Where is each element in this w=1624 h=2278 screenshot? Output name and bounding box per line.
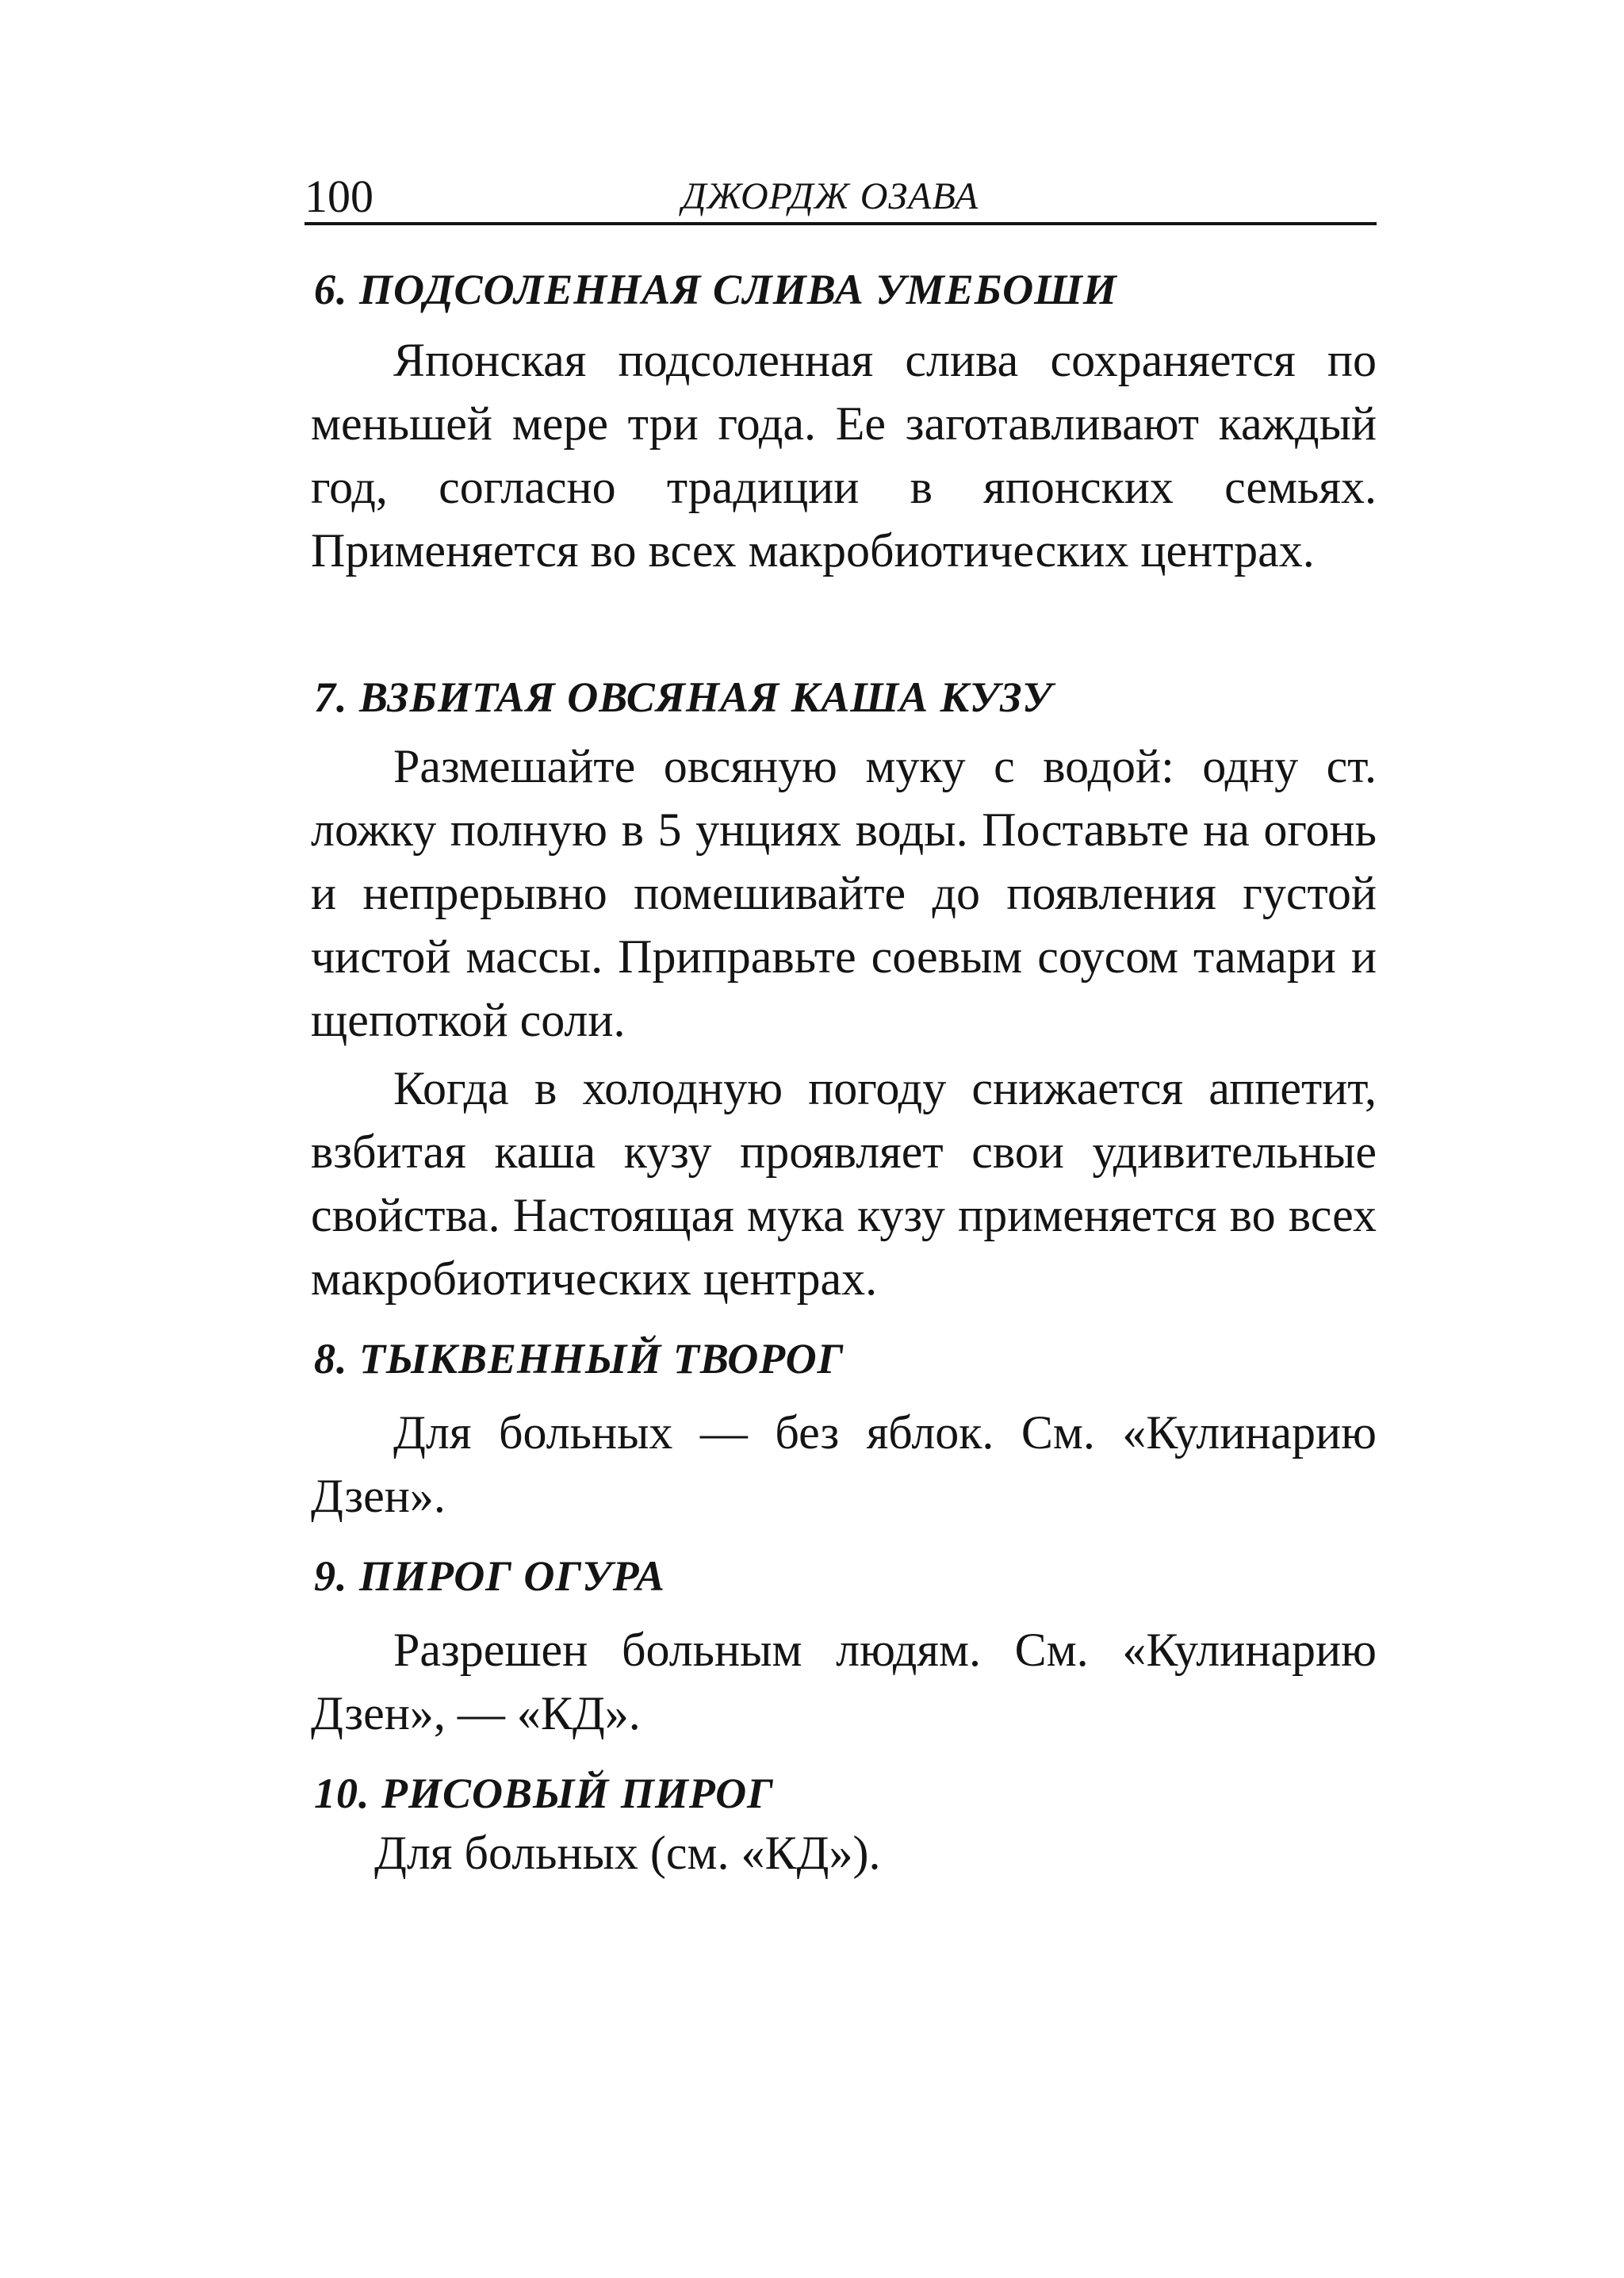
header-rule bbox=[304, 222, 1377, 225]
section-10-paragraph: Для больных (см. «КД»). bbox=[374, 1827, 881, 1879]
section-heading-9: 9. ПИРОГ ОГУРА bbox=[314, 1552, 665, 1600]
section-heading-6: 6. ПОДСОЛЕННАЯ СЛИВА УМЕБОШИ bbox=[314, 266, 1117, 313]
section-7-paragraph-2: Когда в холодную погоду снижается аппетит, взбитая каша кузу проявляет свои удивительные свойства. Настоящая мука кузу применяется во всех макробиотических центрах. bbox=[311, 1062, 1377, 1305]
section-heading-10: 10. РИСОВЫЙ ПИРОГ bbox=[314, 1770, 774, 1817]
section-9-paragraph: Разрешен больным людям. См. «Кулинарию Дзен», — «КД». bbox=[311, 1624, 1377, 1739]
section-6-paragraph: Японская подсоленная слива сохраняется по меньшей мере три года. Ее заготавливают каждый год, согласно традиции в японских семьях. Применяется во всех макробиотических центрах. bbox=[311, 334, 1377, 577]
running-title: ДЖОРДЖ ОЗАВА bbox=[682, 175, 979, 217]
page-header bbox=[304, 170, 1377, 224]
page-number: 100 bbox=[304, 171, 373, 222]
section-heading-7: 7. ВЗБИТАЯ ОВСЯНАЯ КАША КУЗУ bbox=[314, 673, 1053, 721]
section-8-paragraph: Для больных — без яблок. См. «Кулинарию Дзен». bbox=[311, 1406, 1377, 1522]
section-heading-8: 8. ТЫКВЕННЫЙ ТВОРОГ bbox=[314, 1335, 845, 1383]
section-7-paragraph-1: Размешайте овсяную муку с водой: одну ст. ложку полную в 5 унциях воды. Поставьте на огонь и непрерывно помешивайте до появления густой чистой массы. Приправьте соевым соусом тамари и щепоткой соли. bbox=[311, 740, 1377, 1046]
